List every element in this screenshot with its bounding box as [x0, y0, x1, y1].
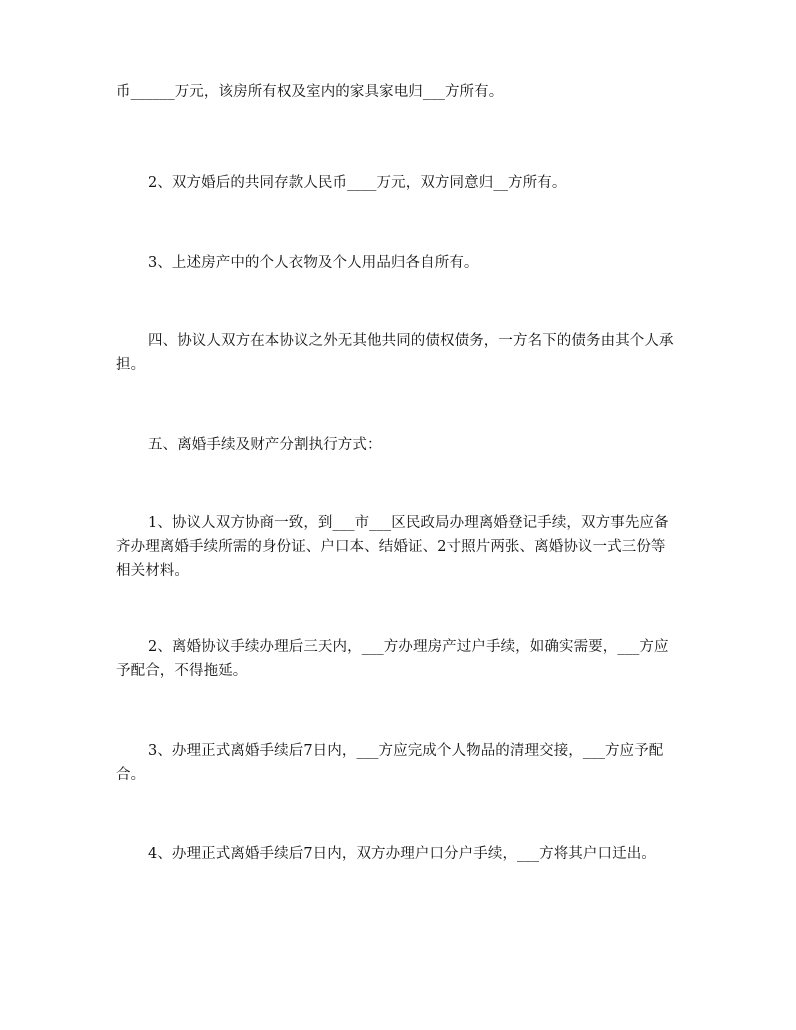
- paragraph-personal-items: 3、上述房产中的个人衣物及个人用品归各自所有。: [148, 255, 479, 271]
- paragraph-joint-savings: 2、双方婚后的共同存款人民币____万元，双方同意归__方所有。: [148, 175, 567, 191]
- paragraph-section-five-heading: 五、离婚手续及财产分割执行方式：: [148, 437, 382, 453]
- paragraph-property-transfer: 2、离婚协议手续办理后三天内，___方办理房产过户手续，如确实需要，___方应予配合，不得拖延。: [116, 639, 669, 679]
- paragraph-divorce-registration: 1、协议人双方协商一致，到___市___区民政局办理离婚登记手续，双方事先应备齐办理离婚手续所需的身份证、户口本、结婚证、2寸照片两张、离婚协议一式三份等相关材料。: [116, 515, 669, 579]
- paragraph-personal-belongings-handover: 3、办理正式离婚手续后7日内，___方应完成个人物品的清理交接，___方应予配合。: [116, 743, 664, 783]
- paragraph-section-four-debts: 四、协议人双方在本协议之外无其他共同的债权债务，一方名下的债务由其个人承担。: [116, 333, 674, 373]
- paragraph-household-registration: 4、办理正式离婚手续后7日内，双方办理户口分户手续，___方将其户口迁出。: [148, 846, 656, 862]
- paragraph-house-ownership: 币______万元，该房所有权及室内的家具家电归___方所有。: [116, 84, 504, 100]
